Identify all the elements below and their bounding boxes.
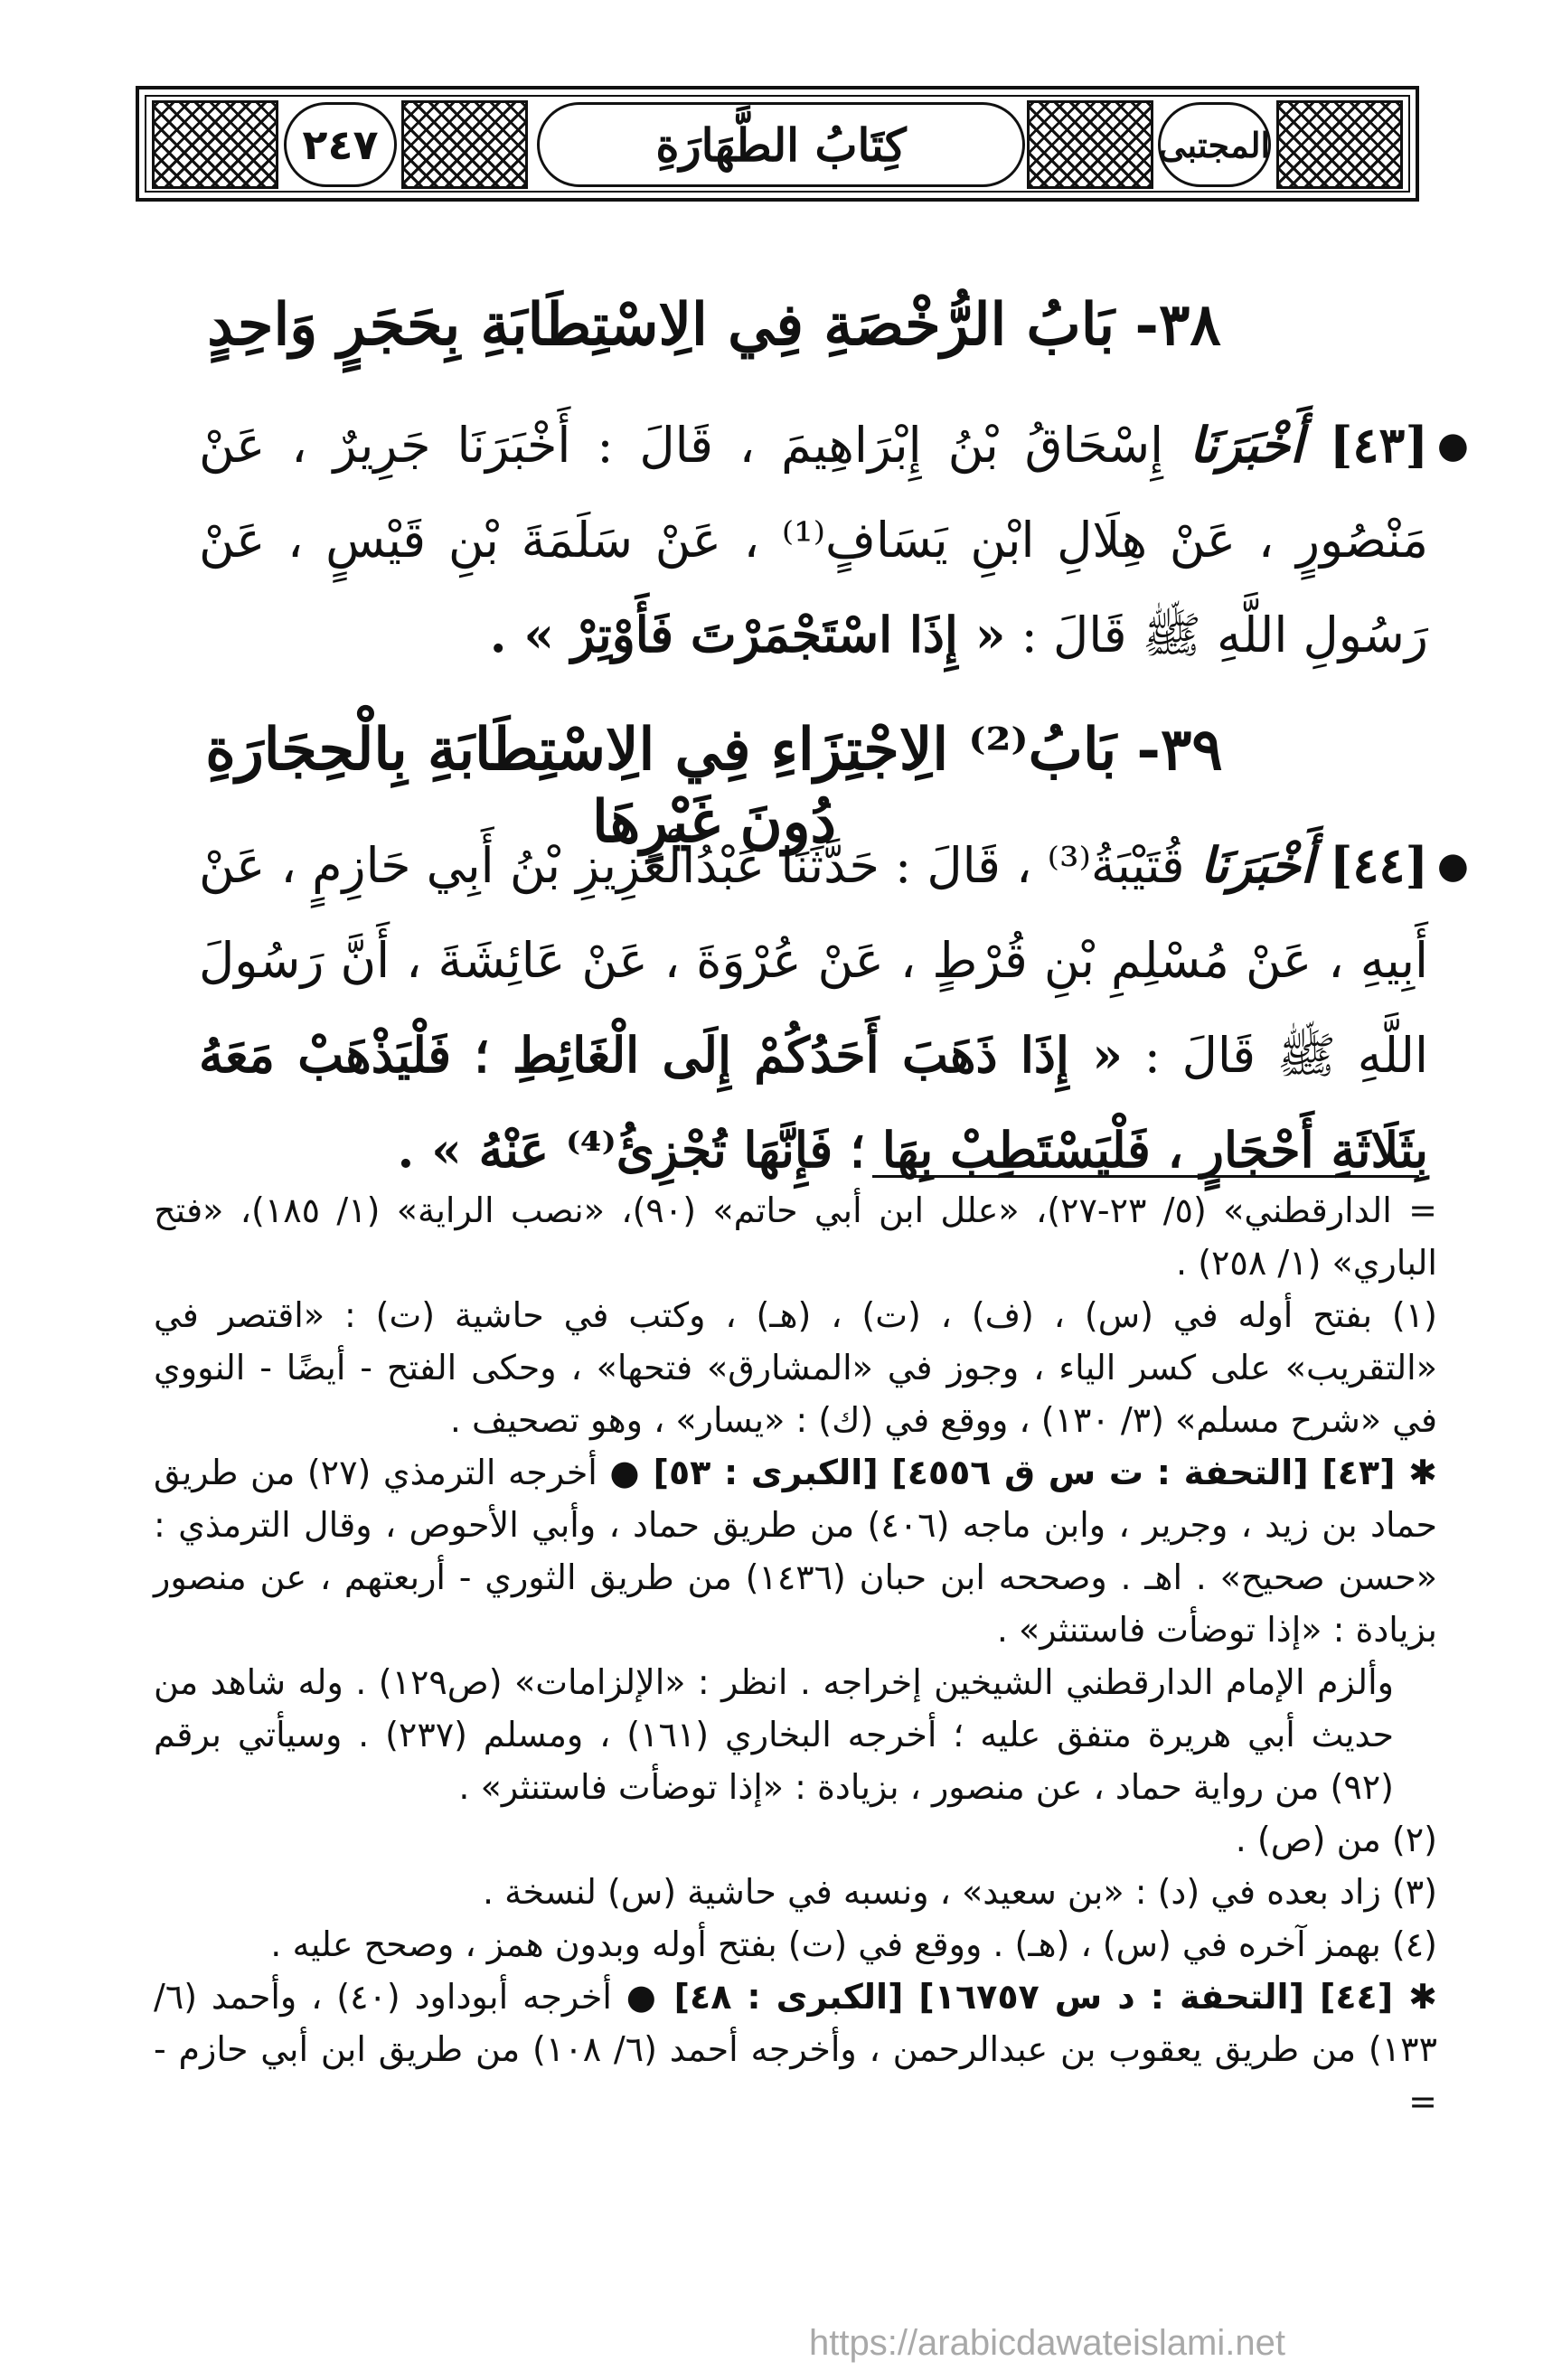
hadith-isnad: قُتَيْبَةُ⁽³⁾ ، قَالَ : حَدَّثَنَا عَبْدُالْعَزِيزِ بْنُ أَبِي حَازِمٍ ، عَنْ أَبِيهِ ، عَنْ مُسْلِمِ بْنِ قُرْطٍ ، عَنْ عُرْوَةَ ، عَنْ عَائِشَةَ ، أَنَّ رَسُولَ اللَّهِ ﷺ قَالَ : xyxy=(199,837,1428,1084)
footnote-1: (١) بفتح أوله في (س) ، (ف) ، (ت) ، (هـ) ، وكتب في حاشية (ت) : «اقتصر في «التقريب» على كسر الياء ، وجوز في «المشارق» فتحها» ، وحكى الفتح - أيضًا - النووي في «شرح مسلم» (٣/ ١٣٠) ، ووقع في (ك) : «يسار» ، وهو تصحيف . xyxy=(154,1295,1437,1440)
hadith-44 xyxy=(199,818,1428,1198)
takhrij-text: ● أخرجه الترمذي (٢٧) من طريق حماد بن زيد ، وجرير ، وابن ماجه (٤٠٦) من طريق حماد ، وأبي الأحوص ، وقال الترمذي : «حسن صحيح» . اهـ . وصححه ابن حبان (١٤٣٦) من طريق الثوري - أربعتهم ، عن منصور بزيادة : «إذا توضأت فاستنثر» . xyxy=(154,1453,1437,1650)
takhrij-text: ● أخرجه أبوداود (٤٠) ، وأحمد (٦/ ١٣٣) من طريق يعقوب بن عبدالرحمن ، وأخرجه أحمد (٦/ ١٠٨) من طريق ابن أبي حازم - = xyxy=(154,1977,1437,2121)
footnote-3: (٣) زاد بعده في (د) : «بن سعيد» ، ونسبه في حاشية (س) لنسخة . xyxy=(482,1872,1437,1912)
header-ornament xyxy=(1276,100,1403,189)
footnotes xyxy=(154,1184,1437,2128)
takhrij-43 xyxy=(154,1446,1437,1656)
takhrij-44 xyxy=(154,1971,1437,2128)
asterisk-icon: ✱ xyxy=(1393,1977,1437,2017)
footnote-4: (٤) بهمز آخره في (س) ، (هـ) . ووقع في (ت) بفتح أوله وبدون همز ، وصحح عليه . xyxy=(270,1924,1437,1964)
hadith-number: [٤٣] xyxy=(1329,416,1428,474)
header-ornament xyxy=(1027,100,1153,189)
footnote-divider xyxy=(872,1175,1419,1178)
hadith-khabar: أَخْبَرَنَا xyxy=(1200,836,1314,894)
book-logo: المجتبى xyxy=(1158,102,1271,187)
chapter-38-heading: ٣٨- بَابُ الرُّخْصَةِ فِي الِاسْتِطَابَةِ بِحَجَرٍ وَاحِدٍ xyxy=(207,291,1221,359)
hadith-number: [٤٤] xyxy=(1329,836,1428,894)
book-title: كِتَابُ الطَّهَارَةِ xyxy=(537,102,1025,187)
hadith-43 xyxy=(199,398,1428,682)
hadith-khabar: أَخْبَرَنَا xyxy=(1189,416,1303,474)
header-ornament xyxy=(401,100,528,189)
header-ornament xyxy=(152,100,278,189)
hadith-isnad: إِسْحَاقُ بْنُ إِبْرَاهِيمَ ، قَالَ : أَخْبَرَنَا جَرِيرٌ ، عَنْ مَنْصُورٍ ، عَنْ هِلَالِ ابْنِ يَسَافٍ⁽¹⁾ ، عَنْ سَلَمَةَ بْنِ قَيْسٍ ، عَنْ رَسُولِ اللَّهِ ﷺ قَالَ : xyxy=(199,417,1428,663)
takhrij-ref: [٤٤] [التحفة : د س ١٦٧٥٧] [الكبرى : ٤٨] xyxy=(673,1977,1394,2017)
footnote-2: (٢) من (ص) . xyxy=(1235,1820,1437,1859)
page-number: ٢٤٧ xyxy=(284,102,397,187)
takhrij-ref: [٤٣] [التحفة : ت س ق ٤٥٥٦] [الكبرى : ٥٣] xyxy=(653,1453,1396,1492)
site-watermark: https://arabicdawateislami.net xyxy=(809,2323,1285,2363)
chapter-39-heading: ٣٩- بَابُ⁽²⁾ الِاجْتِزَاءِ فِي الِاسْتِطَابَةِ بِالْحِجَارَةِ دُونَ غَيْرِهَا xyxy=(205,716,1223,856)
asterisk-icon: ✱ xyxy=(1395,1453,1437,1492)
footnote-continued: = الدارقطني» (٥/ ٢٣-٢٧)، «علل ابن أبي حاتم» (٩٠)، «نصب الراية» (١/ ١٨٥)، «فتح الباري» (١/ ٢٥٨) . xyxy=(154,1190,1437,1283)
hadith-matn: « إِذَا اسْتَجْمَرْتَ فَأَوْتِرْ » . xyxy=(489,606,1006,663)
bullet-icon: ● xyxy=(1437,425,1469,466)
bullet-icon: ● xyxy=(1437,845,1469,887)
page-header xyxy=(136,86,1419,202)
hadith-matn: « إِذَا ذَهَبَ أَحَدُكُمْ إِلَى الْغَائِطِ ؛ فَلْيَذْهَبْ مَعَهُ بِثَلَاثَةِ أَحْجَارٍ ، فَلْيَسْتَطِبْ بِهَا ؛ فَإِنَّهَا تُجْزِئُ⁽⁴⁾ عَنْهُ » . xyxy=(199,1026,1428,1179)
takhrij-43-continued: وألزم الإمام الدارقطني الشيخين إخراجه . انظر : «الإلزامات» (ص١٢٩) . وله شاهد من حديث أبي هريرة متفق عليه ؛ أخرجه البخاري (١٦١) ، ومسلم (٢٣٧) . وسيأتي برقم (٩٢) من رواية حماد ، عن منصور ، بزيادة : «إذا توضأت فاستنثر» . xyxy=(154,1662,1394,1807)
